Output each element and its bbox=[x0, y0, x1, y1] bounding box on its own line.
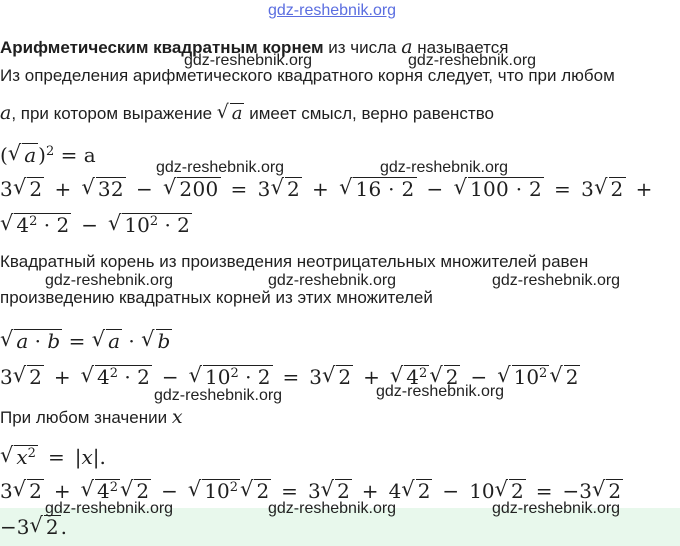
eq-rhs: = a bbox=[60, 143, 96, 167]
watermark-link[interactable]: gdz-reshebnik.org bbox=[268, 2, 397, 19]
definition-line bbox=[0, 34, 508, 60]
paragraph: произведению квадратных корней из этих множителей bbox=[0, 288, 433, 307]
watermark: gdz-reshebnik.org bbox=[45, 272, 174, 289]
equation-product-rule: √ a · b = √ a · √ b bbox=[0, 328, 172, 354]
calc-line-1a: 3√ 2 +√ 32 −√ 200 = 3√ 2 +√ 16 · 2 −√ 100 · 2 = 3√ 2 + bbox=[0, 176, 653, 202]
text: , при котором выражение bbox=[11, 104, 217, 123]
watermark: gdz-reshebnik.org bbox=[184, 52, 313, 69]
paragraph: a, при котором выражение √ a имеет смысл, верно равенство bbox=[0, 100, 494, 127]
definition-term: Арифметическим квадратным корнем bbox=[0, 38, 324, 57]
watermark: gdz-reshebnik.org bbox=[376, 383, 505, 400]
calc-line-1b: √ $4^2 \cdot 2$ −√ $10^2 \cdot 2$ bbox=[0, 212, 192, 238]
watermark: gdz-reshebnik.org bbox=[492, 500, 621, 517]
paragraph: Из определения арифметического квадратного корня следует, что при любом bbox=[0, 66, 615, 85]
watermark: gdz-reshebnik.org bbox=[268, 272, 397, 289]
text: называется bbox=[412, 38, 509, 57]
watermark: gdz-reshebnik.org bbox=[492, 272, 621, 289]
equation-square-of-root: (√ a )$^2$ = a bbox=[0, 142, 96, 168]
calc-line-3: 3√ 2 +√ $4^2√$ 2 −√ $10^2√$ 2 = 3√ 2 + 4√ 2 − 10√ 2 = −3√ 2 bbox=[0, 478, 623, 504]
var-a: a bbox=[0, 102, 12, 124]
watermark: gdz-reshebnik.org bbox=[45, 500, 174, 517]
paragraph bbox=[0, 404, 183, 430]
watermark: gdz-reshebnik.org bbox=[380, 159, 509, 176]
var-x: x bbox=[171, 406, 183, 428]
watermark: gdz-reshebnik.org bbox=[268, 500, 397, 517]
text: При любом значении bbox=[0, 408, 172, 427]
watermark: gdz-reshebnik.org bbox=[408, 52, 537, 69]
watermark: gdz-reshebnik.org bbox=[156, 159, 285, 176]
var-a: a bbox=[401, 36, 413, 58]
final-answer: −3√ 2 . bbox=[0, 514, 67, 540]
watermark: gdz-reshebnik.org bbox=[154, 387, 283, 404]
text: из числа bbox=[323, 38, 402, 57]
calc-line-2: 3√ 2 +√ $4^2 \cdot 2$ −√ $10^2 \cdot 2 = 3√$ 2 +√ $4^2√$ 2 −√ $10^2√$ 2 bbox=[0, 364, 580, 390]
equation-abs: √ $x^2 = |x|$. bbox=[0, 444, 106, 470]
paragraph: Квадратный корень из произведения неотрицательных множителей равен bbox=[0, 252, 589, 271]
text: имеет смысл, верно равенство bbox=[244, 104, 494, 123]
